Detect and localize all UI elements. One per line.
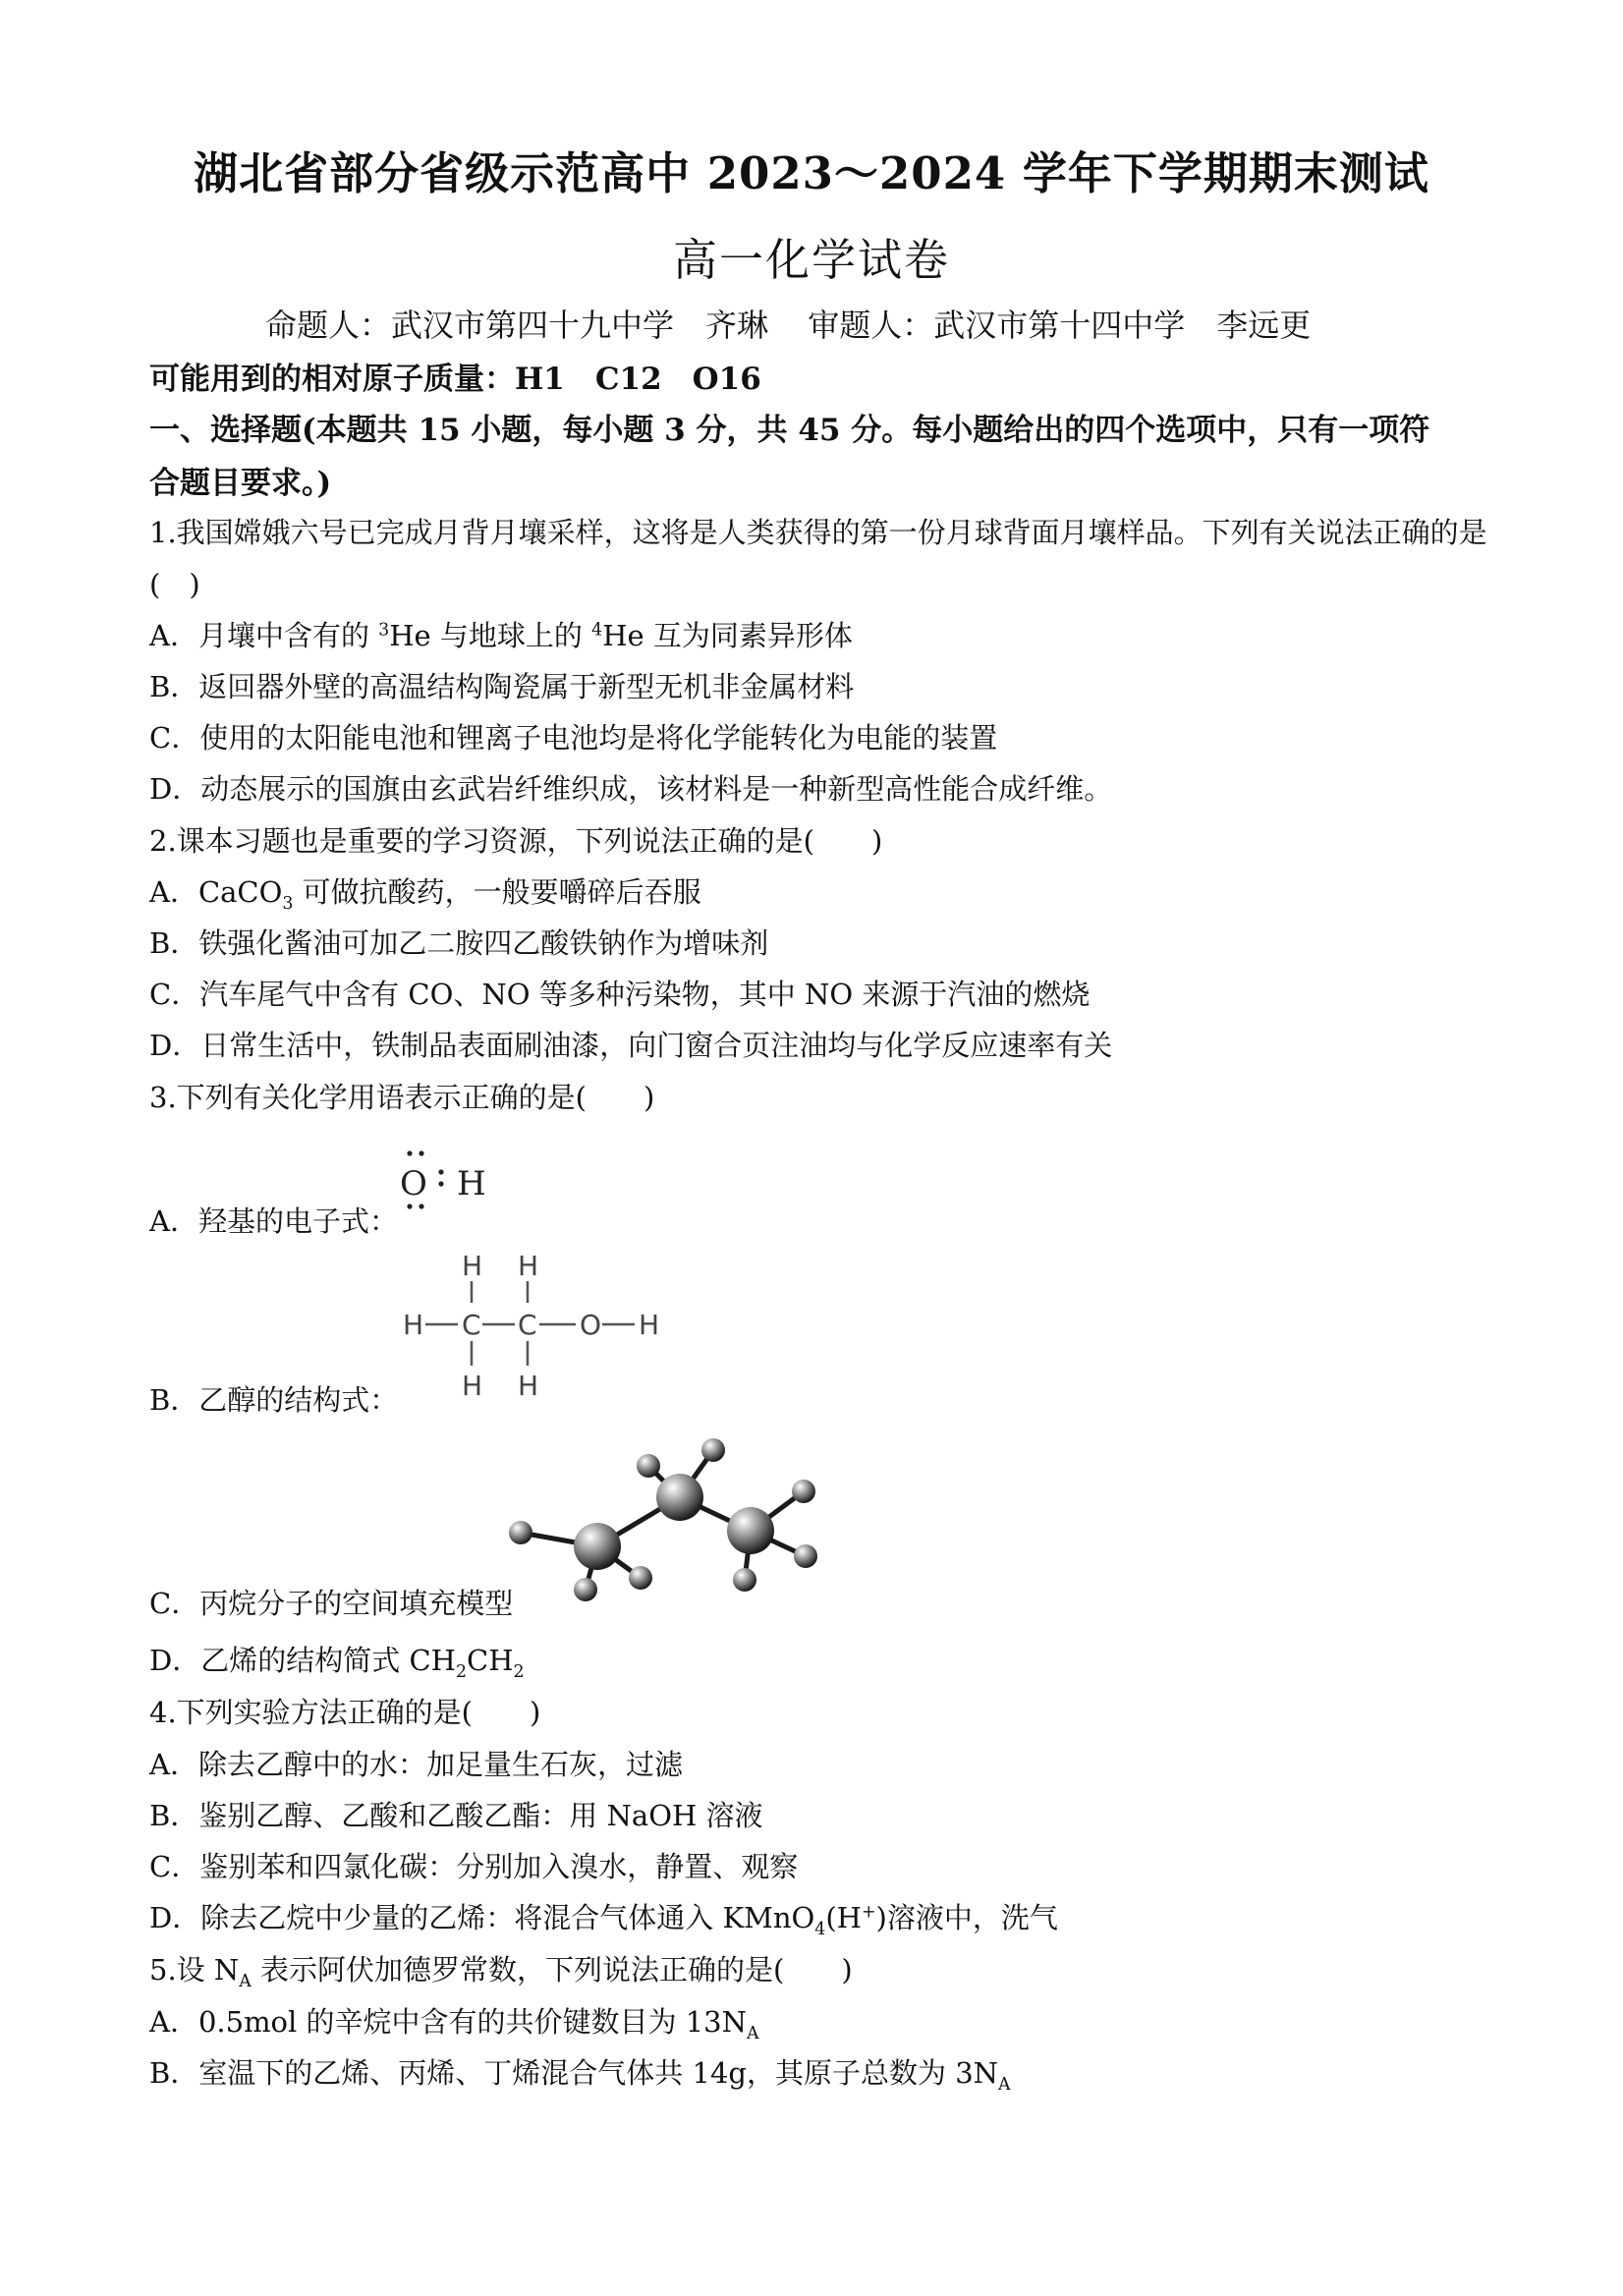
q4-option-d: D．除去乙烷中少量的乙烯：将混合气体通入 KMnO$_4$(H+)溶液中，洗气 xyxy=(149,1901,1058,1939)
svg-text:H: H xyxy=(457,1164,486,1204)
q3-option-a: A．羟基的电子式： xyxy=(149,1204,398,1238)
hydroxyl-electron-formula xyxy=(388,1145,496,1218)
q1-option-a: A．月壤中含有的 $^3$He 与地球上的 $^4$He 互为同素异形体 xyxy=(149,619,853,652)
svg-text:H: H xyxy=(518,1250,539,1282)
svg-text:O: O xyxy=(580,1309,602,1341)
q3-option-d: D．乙烯的结构简式 $CH_2CH_2$ xyxy=(149,1644,525,1682)
svg-text:H: H xyxy=(403,1309,424,1341)
section-heading-line1: 一、选择题(本题共 15 小题，每小题 3 分，共 45 分。每小题给出的四个选项中，只有一项符 xyxy=(149,413,1430,448)
exam-subtitle: 高一化学试卷 xyxy=(672,234,950,286)
q2-option-a: A．CaCO$_3$ 可做抗酸药，一般要嚼碎后吞服 xyxy=(149,875,701,914)
q4-option-b: B．鉴别乙醇、乙酸和乙酸乙酯：用 NaOH 溶液 xyxy=(149,1799,763,1832)
q5-option-a: A．0.5mol 的辛烷中含有的共价键数目为 $13N_A$ xyxy=(149,2005,759,2044)
q3-option-c: C．丙烷分子的空间填充模型 xyxy=(149,1587,514,1620)
setter: 命题人：武汉市第四十九中学 齐琳 xyxy=(265,307,769,344)
svg-text:H: H xyxy=(518,1370,539,1402)
q4-stem: 4.下列实验方法正确的是( ) xyxy=(149,1696,541,1729)
q5-stem: 5.设 $N_A$ 表示阿伏加德罗常数，下列说法正确的是( ) xyxy=(149,1953,853,1991)
q3-option-b: B．乙醇的结构式： xyxy=(149,1383,399,1417)
q1-stem-line1: 1.我国嫦娥六号已完成月背月壤采样，这将是人类获得的第一份月球背面月壤样品。下列有关说法正确的是 xyxy=(149,516,1487,549)
svg-text:H: H xyxy=(462,1370,483,1402)
section-heading-line2: 合题目要求。) xyxy=(149,466,332,501)
reviewer: 审题人：武汉市第十四中学 李远更 xyxy=(808,307,1312,344)
svg-text:H: H xyxy=(462,1250,483,1282)
q2-option-c: C．汽车尾气中含有 CO、NO 等多种污染物，其中 NO 来源于汽油的燃烧 xyxy=(149,978,1091,1011)
q1-stem-line2: ( ) xyxy=(149,568,200,601)
q1-option-b: B．返回器外壁的高温结构陶瓷属于新型无机非金属材料 xyxy=(149,670,855,703)
svg-text:O: O xyxy=(400,1164,427,1204)
atomic-masses: 可能用到的相对原子质量：H1 C12 O16 xyxy=(149,362,761,397)
authors-line xyxy=(265,301,1311,346)
svg-text:H: H xyxy=(639,1309,660,1341)
q4-option-c: C．鉴别苯和四氯化碳：分别加入溴水，静置、观察 xyxy=(149,1850,799,1883)
q1-option-d: D．动态展示的国旗由玄武岩纤维织成，该材料是一种新型高性能合成纤维。 xyxy=(149,772,1113,806)
q2-option-b: B．铁强化酱油可加乙二胺四乙酸铁钠作为增味剂 xyxy=(149,926,769,960)
propane-ball-stick-model xyxy=(501,1425,835,1601)
q3-stem: 3.下列有关化学用语表示正确的是( ) xyxy=(149,1081,655,1114)
q4-option-a: A．除去乙醇中的水：加足量生石灰，过滤 xyxy=(149,1748,683,1781)
ethanol-structural-formula xyxy=(393,1240,678,1409)
q2-stem: 2.课本习题也是重要的学习资源，下列说法正确的是( ) xyxy=(149,824,883,858)
q2-option-d: D．日常生活中，铁制品表面刷油漆，向门窗合页注油均与化学反应速率有关 xyxy=(149,1029,1113,1062)
exam-title: 湖北省部分省级示范高中 2023～2024 学年下学期期末测试 xyxy=(194,147,1429,199)
svg-text:C: C xyxy=(462,1309,481,1341)
q5-option-b: B．室温下的乙烯、丙烯、丁烯混合气体共 14g，其原子总数为 $3N_A$ xyxy=(149,2056,1011,2095)
svg-text:C: C xyxy=(518,1309,537,1341)
q1-option-c: C．使用的太阳能电池和锂离子电池均是将化学能转化为电能的装置 xyxy=(149,721,998,755)
